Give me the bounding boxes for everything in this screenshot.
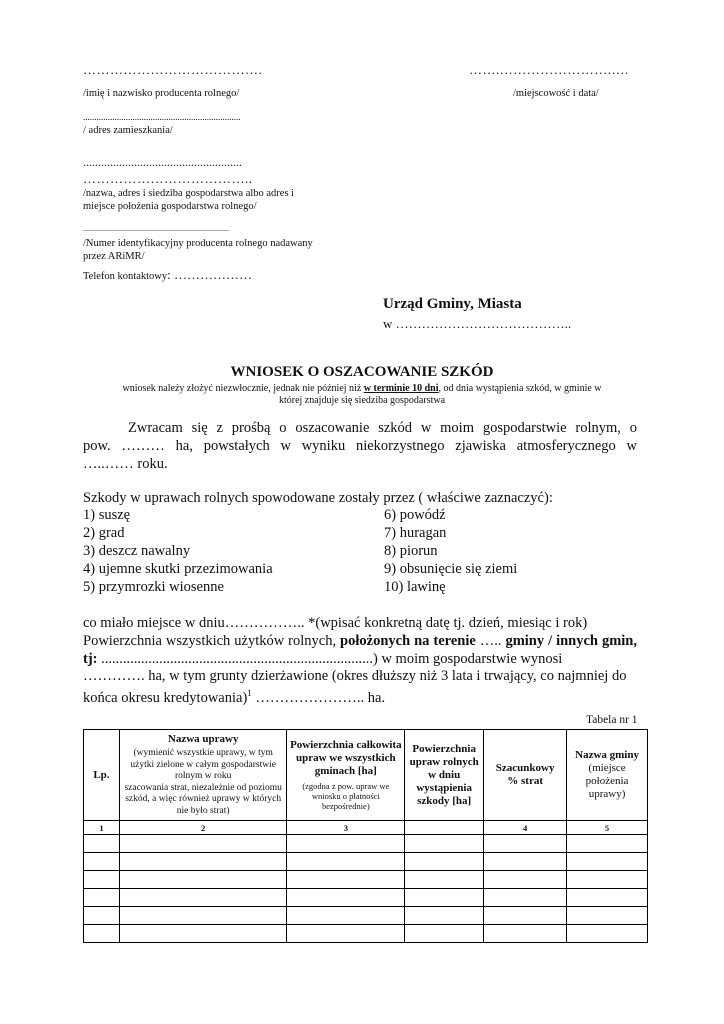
table-cell[interactable] xyxy=(405,835,484,853)
table-cell[interactable] xyxy=(119,853,287,871)
table-cell[interactable] xyxy=(567,889,648,907)
header-crop-title: Nazwa uprawy xyxy=(167,733,239,745)
table-cell[interactable] xyxy=(287,907,405,925)
deadline-note-bold: w terminie 10 dni xyxy=(363,383,439,394)
deadline-note-line2: której znajduje się siedziba gospodarstwa xyxy=(278,395,446,406)
header-lp-text: Lp. xyxy=(93,768,110,781)
deadline-note xyxy=(0,383,724,394)
header-crop-name xyxy=(119,730,287,821)
name-label: /imię i nazwisko producenta rolnego/ xyxy=(83,88,240,99)
table-cell[interactable] xyxy=(287,853,405,871)
cause-overwintering: 4) ujemne skutki przezimowania xyxy=(83,561,273,577)
table-cell[interactable] xyxy=(119,925,287,943)
table-cell[interactable] xyxy=(567,853,648,871)
table-cell[interactable] xyxy=(84,925,120,943)
table-number-row xyxy=(84,821,648,835)
place-date-dots[interactable]: …….…………………….…. xyxy=(469,62,629,77)
cause-hurricane: 7) huragan xyxy=(384,525,447,541)
cause-avalanche: 10) lawinę xyxy=(384,579,446,595)
farm-label-1: /nazwa, adres i siedziba gospodarstwa albo adres i xyxy=(83,188,295,199)
col-num-blank xyxy=(405,821,484,835)
table-cell[interactable] xyxy=(567,925,648,943)
cause-landslide: 9) obsunięcie się ziemi xyxy=(384,561,518,577)
header-total-area-title: Powierzchnia całkowita upraw we wszystkich gminach [ha] xyxy=(290,739,402,777)
area-line-1-bold2: gminy / innych gmin, xyxy=(505,633,637,649)
crops-table xyxy=(83,729,648,943)
table-cell[interactable] xyxy=(405,871,484,889)
table-cell[interactable] xyxy=(405,925,484,943)
table-caption: Tabela nr 1 xyxy=(586,714,638,726)
table-cell[interactable] xyxy=(287,871,405,889)
phone-dots[interactable]: : ……………… xyxy=(167,267,252,282)
area-line-2-bold: tj: xyxy=(83,651,98,667)
name-dots[interactable]: …………………………………. xyxy=(83,62,263,77)
col-num-5: 5 xyxy=(567,821,648,835)
area-line-1-bold1: położonych na terenie xyxy=(340,633,476,649)
damage-date-line[interactable]: co miało miejsce w dniu…………….. *(wpisać konkretną datę tj. dzień, miesiąc i rok) xyxy=(83,615,588,631)
area-line-2-rest: ...........................................................................) w moim gospodarstwie wynosi xyxy=(97,651,563,667)
deadline-note-post: , od dnia wystąpienia szkód, w gminie w xyxy=(438,383,602,394)
area-line-2[interactable] xyxy=(83,650,637,668)
table-cell[interactable] xyxy=(567,835,648,853)
table-cell[interactable] xyxy=(405,907,484,925)
header-crop-area-text: Powierzchnia upraw rolnych w dniu wystąpienia szkody [ha] xyxy=(409,742,479,807)
table-cell[interactable] xyxy=(484,853,567,871)
table-row[interactable] xyxy=(84,889,648,907)
phone-label: Telefon kontaktowy xyxy=(83,271,168,282)
cause-spring-frost: 5) przymrozki wiosenne xyxy=(83,579,224,595)
table-cell[interactable] xyxy=(84,835,120,853)
area-line-1 xyxy=(83,632,637,650)
table-cell[interactable] xyxy=(287,925,405,943)
header-crop-area xyxy=(405,730,484,821)
table-cell[interactable] xyxy=(119,889,287,907)
table-row[interactable] xyxy=(84,925,648,943)
table-cell[interactable] xyxy=(84,853,120,871)
addressee-office: Urząd Gminy, Miasta xyxy=(383,296,522,312)
area-line-3[interactable]: …………. ha, w tym grunty dzierżawione (okres dłuższy niż 3 lata i trwający, co najmniej do xyxy=(83,668,627,684)
farm-dots-1[interactable]: ..................................................... xyxy=(83,155,242,169)
table-row[interactable] xyxy=(84,835,648,853)
area-line-1-mid: ….. xyxy=(475,633,506,649)
deadline-note-pre: wniosek należy złożyć niezwłocznie, jednak nie później niż xyxy=(122,383,364,394)
table-cell[interactable] xyxy=(119,907,287,925)
header-location-note: (miejsce położenia uprawy) xyxy=(585,762,629,800)
table-cell[interactable] xyxy=(84,889,120,907)
col-num-1: 1 xyxy=(84,821,120,835)
farm-label-2: miejsce położenia gospodarstwa rolnego/ xyxy=(83,201,257,212)
table-cell[interactable] xyxy=(84,871,120,889)
header-estimate xyxy=(484,730,567,821)
document-title: WNIOSEK O OSZACOWANIE SZKÓD xyxy=(230,364,494,380)
table-cell[interactable] xyxy=(287,889,405,907)
table-cell[interactable] xyxy=(405,853,484,871)
table-cell[interactable] xyxy=(484,907,567,925)
area-line-4[interactable] xyxy=(83,684,637,707)
table-cell[interactable] xyxy=(484,835,567,853)
table-cell[interactable] xyxy=(119,835,287,853)
cause-drought: 1) suszę xyxy=(83,507,131,523)
cause-heavy-rain: 3) deszcz nawalny xyxy=(83,543,191,559)
table-cell[interactable] xyxy=(405,889,484,907)
header-location xyxy=(567,730,648,821)
request-line-1: Zwracam się z prośbą o oszacowanie szkód w moim gospodarstwie rolnym, o xyxy=(128,420,637,436)
header-total-area xyxy=(287,730,405,821)
addressee-location[interactable]: w ………………………………….. xyxy=(383,316,572,331)
table-cell[interactable] xyxy=(84,907,120,925)
header-lp xyxy=(84,730,120,821)
area-line-4-post: ………………….. ha. xyxy=(251,689,386,706)
id-label-2: przez ARiMR/ xyxy=(83,251,145,262)
table-cell[interactable] xyxy=(119,871,287,889)
table-cell[interactable] xyxy=(484,871,567,889)
table-row[interactable] xyxy=(84,907,648,925)
col-num-2: 2 xyxy=(119,821,287,835)
table-row[interactable] xyxy=(84,871,648,889)
table-header-row xyxy=(84,730,648,821)
table-cell[interactable] xyxy=(287,835,405,853)
cause-hail: 2) grad xyxy=(83,525,125,541)
cause-flood: 6) powódź xyxy=(384,507,446,523)
table-cell[interactable] xyxy=(567,907,648,925)
table-row[interactable] xyxy=(84,853,648,871)
address-dots[interactable]: ...................................................................... xyxy=(83,112,241,122)
area-line-1-pre: Powierzchnia wszystkich użytków rolnych, xyxy=(83,633,341,649)
farm-dots-2[interactable]: ……………………………….. xyxy=(83,171,253,186)
request-line-3: …..…… roku. xyxy=(83,456,168,472)
table-cell[interactable] xyxy=(567,871,648,889)
header-total-area-note: (zgodna z pow. upraw we wniosku o płatności bezpośrednie) xyxy=(302,781,390,811)
id-label-1: /Numer identyfikacyjny producenta rolnego nadawany xyxy=(83,238,313,249)
col-num-3: 3 xyxy=(287,821,405,835)
damage-intro: Szkody w uprawach rolnych spowodowane zostały przez ( właściwe zaznaczyć): xyxy=(83,490,553,506)
id-dots[interactable]: ......................................................................... xyxy=(83,224,229,233)
table-cell[interactable] xyxy=(484,889,567,907)
cause-lightning: 8) piorun xyxy=(384,543,438,559)
area-line-4-pre: końca okresu kredytowania) xyxy=(83,689,248,706)
header-location-title: Nazwa gminy xyxy=(575,749,639,761)
place-date-label: /miejscowość i data/ xyxy=(513,88,599,99)
address-label: / adres zamieszkania/ xyxy=(83,125,173,136)
header-crop-note-2: szacowania strat, niezależnie od poziomu szkód, a więc również uprawy w których nie było strat) xyxy=(124,782,282,816)
request-line-2: pow. ……… ha, powstałych w wyniku niekorzystnego zjawiska atmosferycznego w xyxy=(83,438,637,454)
header-crop-note-1: (wymienić wszystkie uprawy, w tym użytki zielone w całym gospodarstwie rolnym w roku xyxy=(130,748,276,781)
header-estimate-text: Szacunkowy % strat xyxy=(495,762,555,787)
phone-line[interactable] xyxy=(83,266,252,284)
table-cell[interactable] xyxy=(484,925,567,943)
col-num-4: 4 xyxy=(484,821,567,835)
footnote-marker: 1 xyxy=(247,688,252,698)
